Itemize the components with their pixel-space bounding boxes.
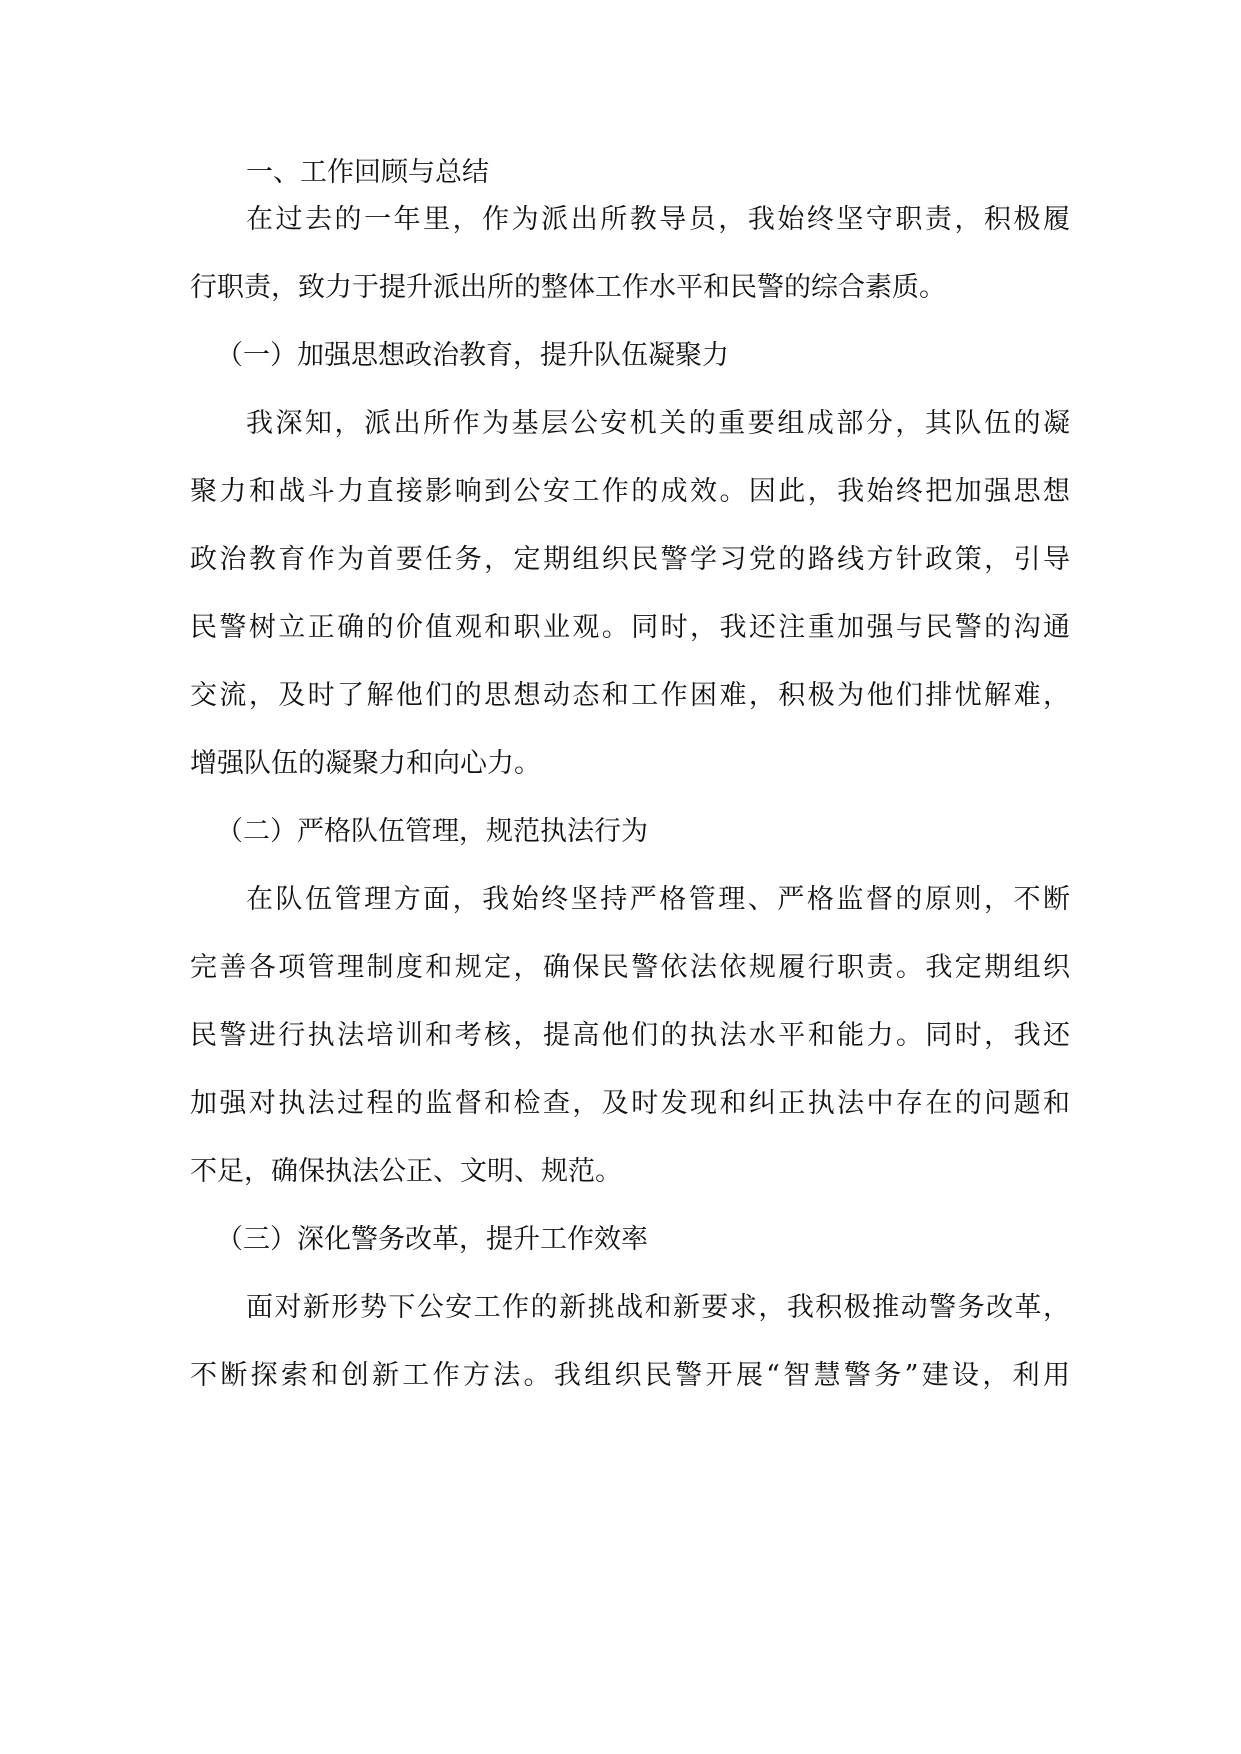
paragraph-line: 不断探索和创新工作方法。我组织民警开展“智慧警务”建设，利用 (190, 1360, 1070, 1391)
paragraph-line: 不足，确保执法公正、文明、规范。 (190, 1156, 622, 1187)
paragraph-line: 加强对执法过程的监督和检查，及时发现和纠正执法中存在的问题和 (190, 1088, 1070, 1119)
paragraph-line: 完善各项管理制度和规定，确保民警依法依规履行职责。我定期组织 (190, 952, 1070, 983)
subsection-heading: （三）深化警务改革，提升工作效率 (216, 1224, 648, 1255)
subsection-heading: （二）严格队伍管理，规范执法行为 (216, 816, 648, 847)
paragraph-line: 增强队伍的凝聚力和向心力。 (190, 748, 541, 779)
paragraph-line: 在过去的一年里，作为派出所教导员，我始终坚守职责，积极履 (246, 204, 1070, 235)
paragraph-line: 我深知，派出所作为基层公安机关的重要组成部分，其队伍的凝 (246, 408, 1070, 439)
paragraph-line: 交流，及时了解他们的思想动态和工作困难，积极为他们排忧解难， (190, 680, 1070, 711)
paragraph-line: 在队伍管理方面，我始终坚持严格管理、严格监督的原则，不断 (246, 884, 1070, 915)
subsection-heading: （一）加强思想政治教育，提升队伍凝聚力 (216, 340, 729, 371)
section-heading: 一、工作回顾与总结 (246, 157, 489, 188)
paragraph-line: 面对新形势下公安工作的新挑战和新要求，我积极推动警务改革， (246, 1292, 1070, 1323)
paragraph-line: 民警树立正确的价值观和职业观。同时，我还注重加强与民警的沟通 (190, 612, 1070, 643)
paragraph-line: 聚力和战斗力直接影响到公安工作的成效。因此，我始终把加强思想 (190, 476, 1070, 507)
paragraph-line: 政治教育作为首要任务，定期组织民警学习党的路线方针政策，引导 (190, 544, 1070, 575)
paragraph-line: 民警进行执法培训和考核，提高他们的执法水平和能力。同时，我还 (190, 1020, 1070, 1051)
paragraph-line: 行职责，致力于提升派出所的整体工作水平和民警的综合素质。 (190, 272, 946, 303)
